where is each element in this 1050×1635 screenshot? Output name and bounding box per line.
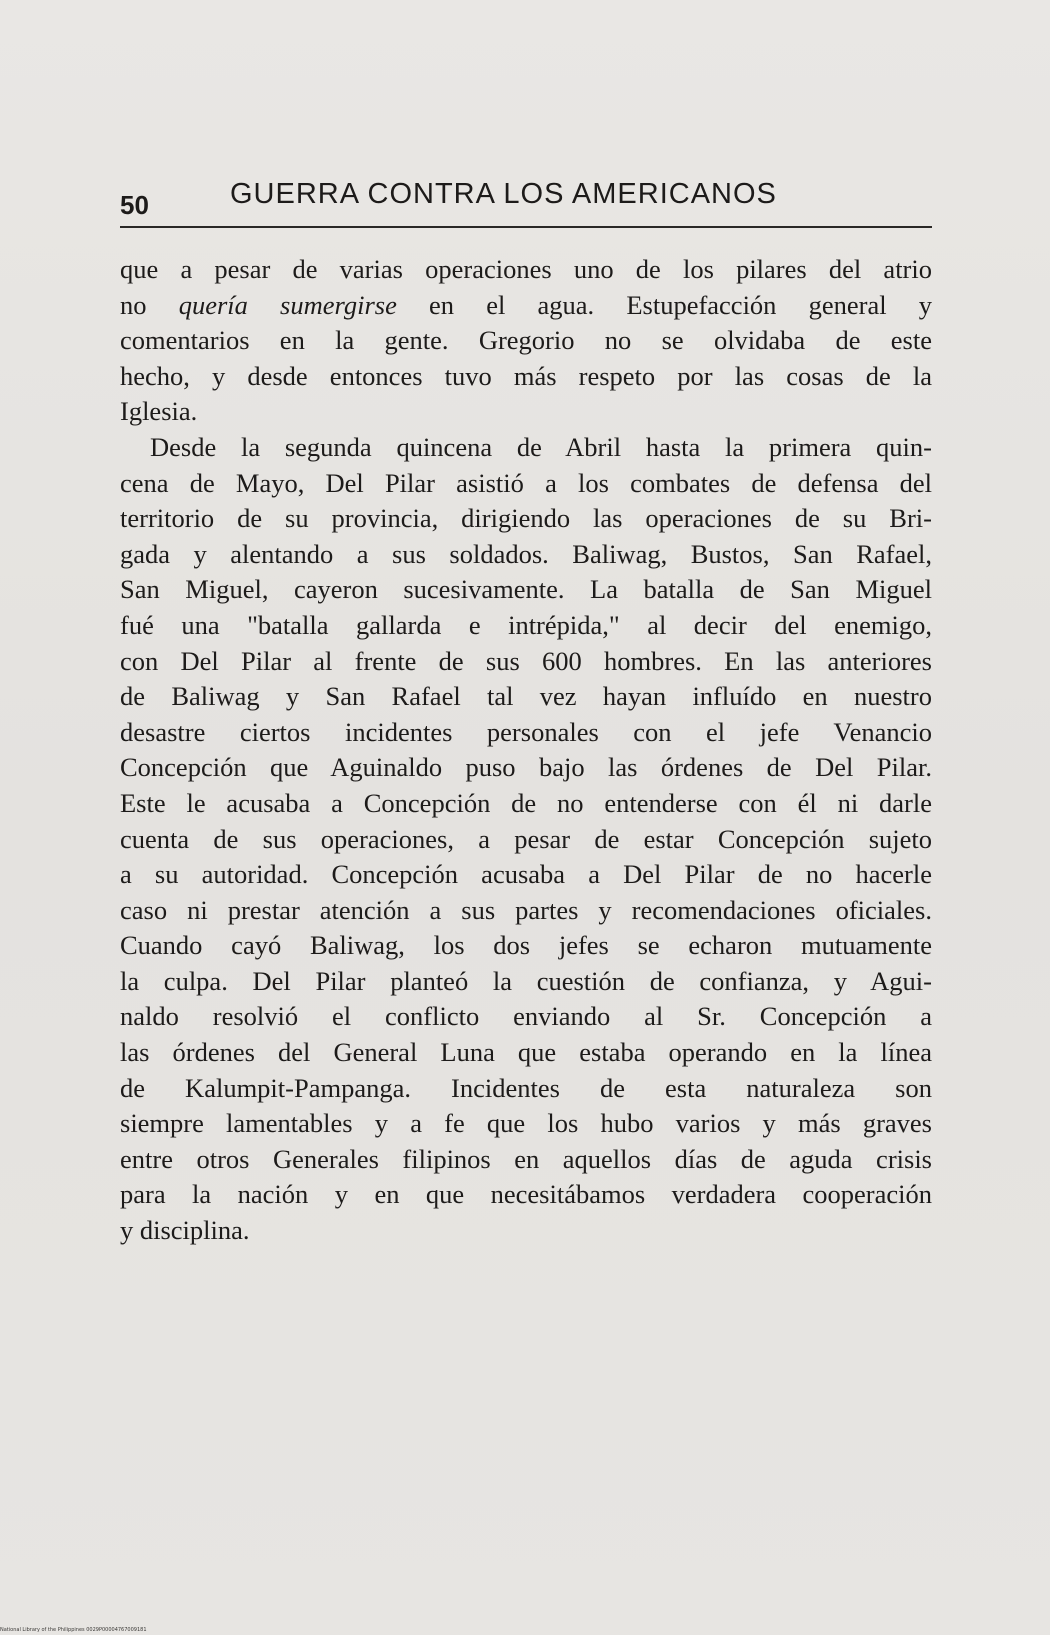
- page-number: 50: [120, 190, 149, 220]
- text-line: de Baliwag y San Rafael tal vez hayan influído en nuestro: [120, 681, 932, 712]
- text-line: de Kalumpit-Pampanga. Incidentes de esta naturaleza son: [120, 1072, 932, 1103]
- text-line: cena de Mayo, Del Pilar asistió a los combates de defensa del: [120, 467, 932, 498]
- text-line: las órdenes del General Luna que estaba operando en la línea: [120, 1037, 932, 1068]
- text-line: y disciplina.: [120, 1215, 250, 1246]
- page-header: [120, 172, 930, 222]
- text-line: a su autoridad. Concepción acusaba a Del Pilar de no hacerle: [120, 859, 932, 890]
- text-line: cuenta de sus operaciones, a pesar de estar Concepción sujeto: [120, 823, 932, 854]
- text-line: naldo resolvió el conflicto enviando al Sr. Concepción a: [120, 1001, 932, 1032]
- text-line: que a pesar de varias operaciones uno de los pilares del atrio: [120, 254, 932, 284]
- text-line: gada y alentando a sus soldados. Baliwag, Bustos, San Rafael,: [120, 538, 932, 569]
- text-line: Desde la segunda quincena de Abril hasta la primera quin-: [150, 431, 932, 462]
- text-segment: no: [120, 289, 179, 320]
- body-text: [120, 252, 932, 1249]
- text-line: Este le acusaba a Concepción de no entenderse con él ni darle: [120, 787, 932, 818]
- running-title: GUERRA CONTRA LOS AMERICANOS: [230, 178, 777, 210]
- scan-footer: National Library of the Philippines 0029P00004767009181: [0, 1627, 147, 1633]
- text-line: siempre lamentables y a fe que los hubo varios y más graves: [120, 1108, 932, 1139]
- text-line: territorio de su provincia, dirigiendo las operaciones de su Bri-: [120, 503, 932, 534]
- text-line: la culpa. Del Pilar planteó la cuestión de confianza, y Agui-: [120, 965, 932, 996]
- text-line: con Del Pilar al frente de sus 600 hombres. En las anteriores: [120, 645, 932, 676]
- text-line: Concepción que Aguinaldo puso bajo las órdenes de Del Pilar.: [120, 752, 932, 783]
- text-line: Cuando cayó Baliwag, los dos jefes se echaron mutuamente: [120, 930, 932, 961]
- header-rule: [120, 226, 932, 228]
- text-line: Iglesia.: [120, 396, 198, 427]
- text-line: [120, 288, 932, 324]
- text-line: hecho, y desde entonces tuvo más respeto por las cosas de la: [120, 360, 932, 391]
- text-line: desastre ciertos incidentes personales con el jefe Venancio: [120, 716, 932, 747]
- text-segment: en el agua. Estupefacción general y: [396, 289, 933, 320]
- text-line: fué una "batalla gallarda e intrépida," al decir del enemigo,: [120, 609, 932, 640]
- text-line: caso ni prestar atención a sus partes y recomendaciones oficiales.: [120, 894, 932, 925]
- italic-phrase: quería sumergirse: [178, 289, 397, 320]
- text-line: San Miguel, cayeron sucesivamente. La batalla de San Miguel: [120, 574, 932, 605]
- text-line: para la nación y en que necesitábamos verdadera cooperación: [120, 1179, 932, 1210]
- text-line: entre otros Generales filipinos en aquellos días de aguda crisis: [120, 1143, 932, 1174]
- text-line: comentarios en la gente. Gregorio no se olvidaba de este: [120, 325, 932, 356]
